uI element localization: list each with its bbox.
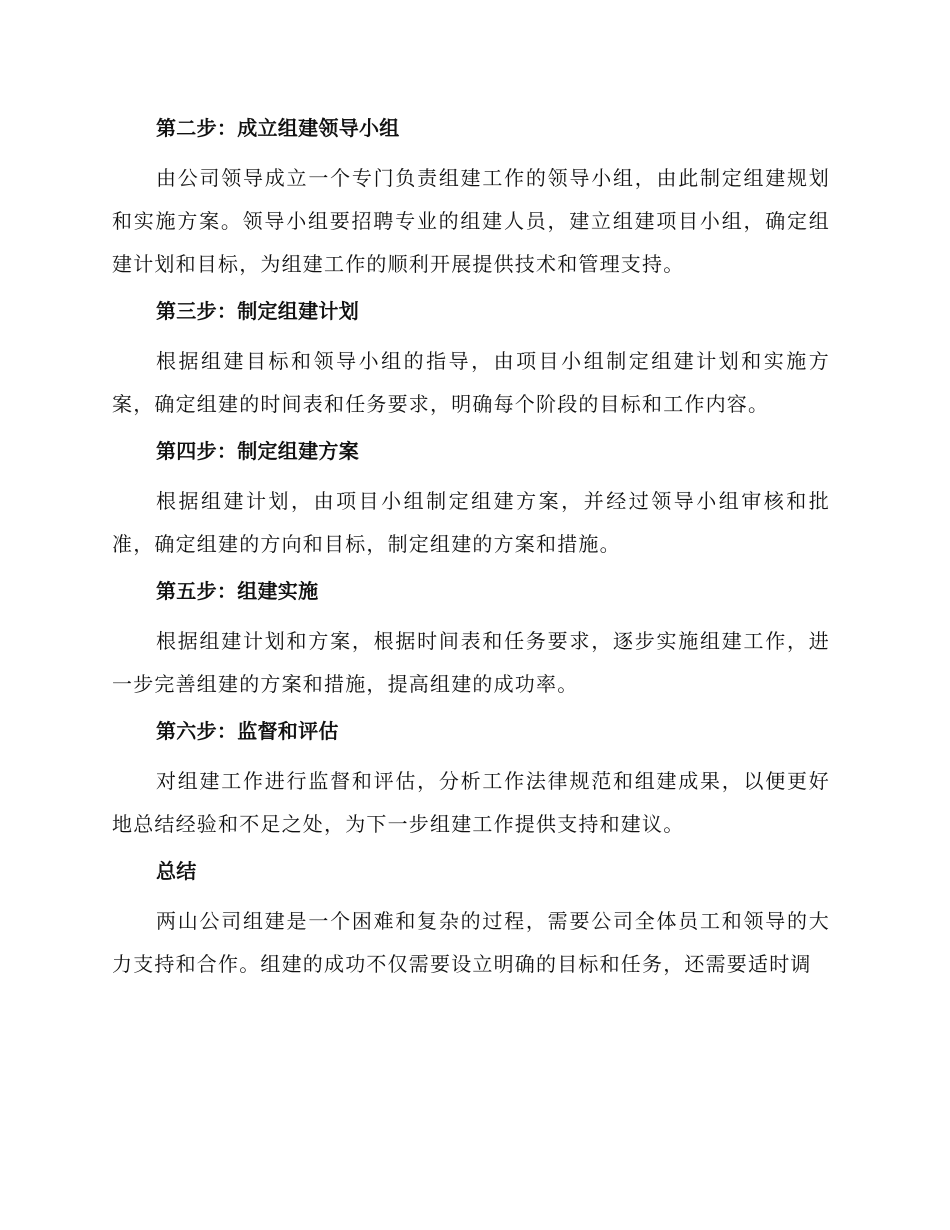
- section-heading: 第三步：制定组建计划: [156, 299, 359, 323]
- section-step-3: [112, 291, 830, 426]
- section-heading: 第六步：监督和评估: [156, 719, 339, 743]
- section-heading: 第五步：组建实施: [156, 579, 319, 603]
- section-step-5: [112, 571, 830, 706]
- section-paragraph: 对组建工作进行监督和评估，分析工作法律规范和组建成果，以便更好地总结经验和不足之处，为下一步组建工作提供支持和建议。: [112, 769, 830, 836]
- section-step-4: [112, 431, 830, 566]
- section-paragraph: 由公司领导成立一个专门负责组建工作的领导小组，由此制定组建规划和实施方案。领导小组要招聘专业的组建人员，建立组建项目小组，确定组建计划和目标，为组建工作的顺利开展提供技术和管理支持。: [112, 166, 830, 276]
- section-paragraph: 根据组建计划和方案，根据时间表和任务要求，逐步实施组建工作，进一步完善组建的方案和措施，提高组建的成功率。: [112, 629, 830, 696]
- section-heading: 第二步：成立组建领导小组: [156, 116, 400, 140]
- section-step-2: [112, 108, 830, 286]
- section-heading: 第四步：制定组建方案: [156, 439, 359, 463]
- section-summary: [112, 851, 830, 986]
- section-paragraph: 两山公司组建是一个困难和复杂的过程，需要公司全体员工和领导的大力支持和合作。组建的成功不仅需要设立明确的目标和任务，还需要适时调: [112, 909, 830, 976]
- section-paragraph: 根据组建目标和领导小组的指导，由项目小组制定组建计划和实施方案，确定组建的时间表和任务要求，明确每个阶段的目标和工作内容。: [112, 349, 830, 416]
- document-page: [112, 108, 830, 991]
- section-paragraph: 根据组建计划，由项目小组制定组建方案，并经过领导小组审核和批准，确定组建的方向和目标，制定组建的方案和措施。: [112, 489, 830, 556]
- section-heading: 总结: [156, 859, 197, 883]
- section-step-6: [112, 711, 830, 846]
